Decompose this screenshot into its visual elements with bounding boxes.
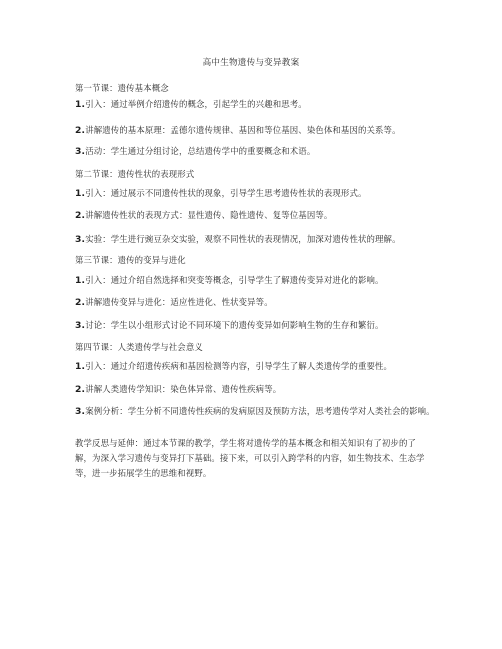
section-heading-2: 第二节课：遗传性状的表现形式 bbox=[75, 169, 195, 179]
item-number: 2. bbox=[75, 297, 86, 308]
item-text: 讲解遗传的基本原理：孟德尔遗传规律、基因和等位基因、染色体和基因的关系等。 bbox=[85, 125, 401, 135]
item-number: 1. bbox=[75, 361, 86, 372]
list-item bbox=[75, 145, 437, 158]
list-item bbox=[75, 124, 437, 137]
list-item bbox=[75, 360, 437, 373]
list-item bbox=[75, 187, 437, 200]
item-number: 3. bbox=[75, 320, 86, 331]
item-number: 3. bbox=[75, 146, 86, 157]
reflection-paragraph: 教学反思与延伸：通过本节课的教学，学生将对遗传学的基本概念和相关知识有了初步的了解，为深入学习遗传与变异打下基础。接下来，可以引入跨学科的内容，如生物技术、生态学等，进一步拓展学生的思维和视野。 bbox=[75, 438, 425, 478]
list-item bbox=[75, 404, 437, 419]
list-item bbox=[75, 98, 437, 111]
list-item bbox=[75, 233, 437, 246]
document-title: 高中生物遗传与变异教案 bbox=[202, 58, 300, 68]
item-text: 引入：通过介绍自然选择和突变等概念，引导学生了解遗传变异对进化的影响。 bbox=[85, 275, 384, 285]
item-number: 1. bbox=[75, 275, 86, 286]
item-text: 引入：通过展示不同遗传性状的现象，引导学生思考遗传性状的表现形式。 bbox=[85, 188, 367, 198]
item-text: 引入：通过举例介绍遗传的概念，引起学生的兴趣和思考。 bbox=[85, 99, 307, 109]
section-heading-3: 第三节课：遗传的变异与进化 bbox=[75, 255, 186, 265]
list-item bbox=[75, 209, 437, 222]
item-text: 讲解遗传性状的表现方式：显性遗传、隐性遗传、复等位基因等。 bbox=[85, 210, 333, 220]
item-number: 1. bbox=[75, 99, 86, 110]
item-text: 活动：学生通过分组讨论，总结遗传学中的重要概念和术语。 bbox=[85, 146, 316, 156]
list-item bbox=[75, 296, 437, 309]
list-item bbox=[75, 383, 437, 396]
item-text: 讨论：学生以小组形式讨论不同环境下的遗传变异如何影响生物的生存和繁衍。 bbox=[85, 320, 384, 330]
item-text: 讲解遗传变异与进化：适应性进化、性状变异等。 bbox=[85, 297, 273, 307]
item-number: 2. bbox=[75, 125, 86, 136]
item-text: 引入：通过介绍遗传疾病和基因检测等内容，引导学生了解人类遗传学的重要性。 bbox=[85, 361, 393, 371]
list-item bbox=[75, 319, 437, 332]
item-text: 实验：学生进行豌豆杂交实验，观察不同性状的表现情况，加深对遗传性状的理解。 bbox=[85, 234, 401, 244]
item-text: 讲解人类遗传学知识：染色体异常、遗传性疾病等。 bbox=[85, 384, 282, 394]
list-item bbox=[75, 274, 437, 287]
item-number: 2. bbox=[75, 384, 86, 395]
item-number: 3. bbox=[75, 406, 86, 417]
section-heading-4: 第四节课：人类遗传学与社会意义 bbox=[75, 342, 203, 352]
item-number: 3. bbox=[75, 234, 86, 245]
section-heading-1: 第一节课：遗传基本概念 bbox=[75, 83, 169, 93]
item-text: 案例分析：学生分析不同遗传性疾病的发病原因及预防方法，思考遗传学对人类社会的影响。 bbox=[85, 406, 435, 416]
item-number: 1. bbox=[75, 188, 86, 199]
item-number: 2. bbox=[75, 210, 86, 221]
